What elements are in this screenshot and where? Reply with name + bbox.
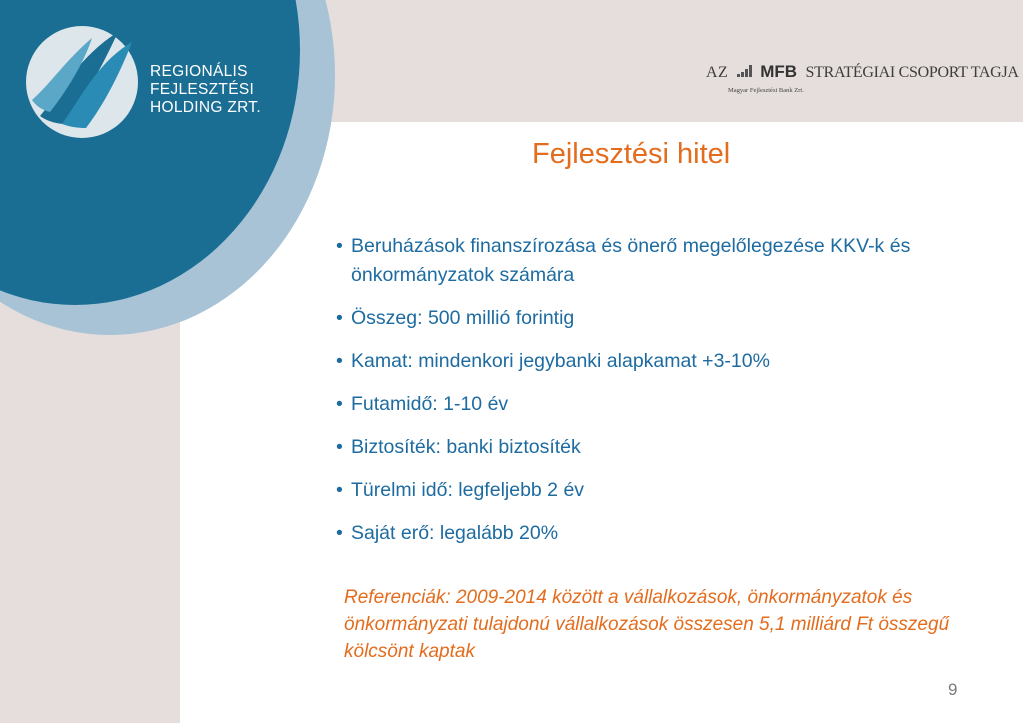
bullet-dot-icon: •: [336, 350, 343, 372]
logo-line-1: REGIONÁLIS: [150, 63, 248, 80]
bullet-dot-icon: •: [336, 307, 343, 329]
company-logo-text: [150, 63, 261, 117]
bullet-list: [336, 232, 976, 562]
mfb-brand: MFB: [760, 62, 798, 81]
bullet-item: [336, 390, 976, 419]
rfh-logo-mark-icon: [22, 20, 142, 140]
mfb-suffix: STRATÉGIAI CSOPORT TAGJA: [805, 64, 1019, 81]
bullet-text: Saját erő: legalább 20%: [351, 522, 559, 544]
bullet-dot-icon: •: [336, 393, 343, 415]
reference-note: Referenciák: 2009-2014 között a vállalkozások, önkormányzatok és önkormányzati tulajdonú vállalkozások összesen 5,1 milliárd Ft összegű kölcsönt kaptak: [344, 587, 950, 662]
bullet-text: Beruházások finanszírozása és önerő megelőlegezése KKV-k és önkormányzatok számára: [351, 235, 911, 286]
bullet-item: [336, 304, 976, 333]
mfb-prefix: AZ: [706, 64, 729, 81]
bullet-item: [336, 433, 976, 462]
bullet-text: Biztosíték: banki biztosíték: [351, 436, 581, 458]
bullet-text: Türelmi idő: legfeljebb 2 év: [351, 479, 585, 501]
logo-line-2: FEJLESZTÉSI: [150, 81, 255, 98]
bullet-text: Kamat: mindenkori jegybanki alapkamat +3-10%: [351, 350, 770, 372]
bullet-item: [336, 476, 976, 505]
logo-line-3: HOLDING ZRT.: [150, 99, 261, 116]
bullet-dot-icon: •: [336, 436, 343, 458]
slide-title: Fejlesztési hitel: [532, 138, 731, 170]
bullet-dot-icon: •: [336, 479, 343, 501]
bullet-item: [336, 232, 976, 290]
mfb-group-tagline: [706, 62, 1019, 82]
bullet-item: [336, 347, 976, 376]
mfb-bars-icon: [737, 64, 753, 82]
bullet-dot-icon: •: [336, 522, 343, 544]
bullet-item: [336, 519, 976, 548]
bullet-text: Futamidő: 1-10 év: [351, 393, 509, 415]
bullet-dot-icon: •: [336, 235, 343, 257]
page-number: 9: [948, 680, 958, 699]
bullet-text: Összeg: 500 millió forintig: [351, 307, 575, 329]
mfb-subtitle: Magyar Fejlesztési Bank Zrt.: [728, 87, 804, 94]
